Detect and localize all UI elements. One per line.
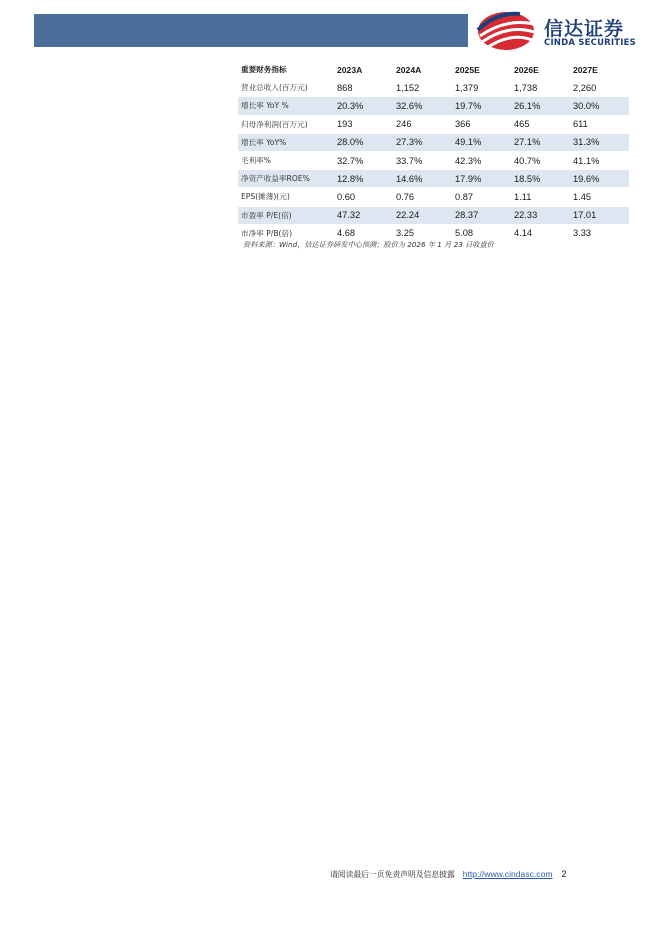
table-cell: 246 [393,115,452,133]
table-cell: 33.7% [393,151,452,169]
table-cell: 3.33 [570,224,629,242]
table-cell: 0.60 [334,188,393,206]
table-row [238,115,629,133]
table-cell: 22.24 [393,206,452,224]
table-cell: 4.14 [511,224,570,242]
table-cell: 1,738 [511,79,570,97]
table-cell: 17.9% [452,170,511,188]
table-cell: 2,260 [570,79,629,97]
row-label: 净资产收益率ROE% [238,170,334,188]
financial-indicators-table [238,61,629,243]
table-cell: 12.8% [334,170,393,188]
table-header-row [238,61,629,79]
logo-name-cn: 信达证券 [544,18,625,40]
table-cell: 18.5% [511,170,570,188]
table-cell: 1.45 [570,188,629,206]
table-cell: 14.6% [393,170,452,188]
header-year: 2027E [570,61,629,79]
table-cell: 27.3% [393,133,452,151]
table-cell: 19.6% [570,170,629,188]
table-cell: 17.01 [570,206,629,224]
table-cell: 611 [570,115,629,133]
footer [330,867,567,881]
table-row [238,188,629,206]
table-cell: 0.87 [452,188,511,206]
footer-disclaimer: 请阅读最后一页免责声明及信息披露 [330,869,455,879]
table-cell: 31.3% [570,133,629,151]
table-row [238,133,629,151]
table-cell: 32.7% [334,151,393,169]
table-cell: 40.7% [511,151,570,169]
table-cell: 366 [452,115,511,133]
header-year: 2025E [452,61,511,79]
table-cell: 49.1% [452,133,511,151]
table-cell: 465 [511,115,570,133]
row-label: EPS(摊薄)(元) [238,188,334,206]
table-cell: 0.76 [393,188,452,206]
row-label: 市盈率 P/E(倍) [238,206,334,224]
row-label: 毛利率% [238,151,334,169]
table-cell: 4.68 [334,224,393,242]
cinda-logo-icon [476,10,538,52]
table-cell: 28.37 [452,206,511,224]
table-cell: 1.11 [511,188,570,206]
table-cell: 19.7% [452,97,511,115]
table-cell: 3.25 [393,224,452,242]
table-cell: 47.32 [334,206,393,224]
table-cell: 27.1% [511,133,570,151]
header-year: 2024A [393,61,452,79]
table-cell: 22.33 [511,206,570,224]
table-cell: 20.3% [334,97,393,115]
row-label: 市净率 P/B(倍) [238,224,334,242]
table-cell: 41.1% [570,151,629,169]
table-cell: 193 [334,115,393,133]
table-row [238,79,629,97]
cinda-logo [476,10,646,52]
table-cell: 28.0% [334,133,393,151]
logo-name-en: CINDA SECURITIES [544,38,636,48]
table-cell: 32.6% [393,97,452,115]
table-row [238,170,629,188]
table-cell: 5.08 [452,224,511,242]
table-cell: 42.3% [452,151,511,169]
header-year: 2026E [511,61,570,79]
header-year: 2023A [334,61,393,79]
table-cell: 30.0% [570,97,629,115]
table-cell: 1,379 [452,79,511,97]
table-row [238,206,629,224]
source-note: 资料来源：Wind，信达证券研发中心预测；股价为 2026 年 1 月 23 日收盘价 [243,240,494,249]
table-cell: 1,152 [393,79,452,97]
table-cell: 26.1% [511,97,570,115]
row-label: 营业总收入(百万元) [238,79,334,97]
row-label: 增长率 YoY % [238,97,334,115]
header-bar [34,14,468,47]
page-number: 2 [561,869,567,879]
row-label: 归母净利润(百万元) [238,115,334,133]
footer-website-link[interactable]: http://www.cindasc.com [462,869,553,879]
table-cell: 868 [334,79,393,97]
row-label: 增长率 YoY% [238,133,334,151]
table-row [238,97,629,115]
table-row [238,151,629,169]
header-indicator: 重要财务指标 [238,61,334,79]
